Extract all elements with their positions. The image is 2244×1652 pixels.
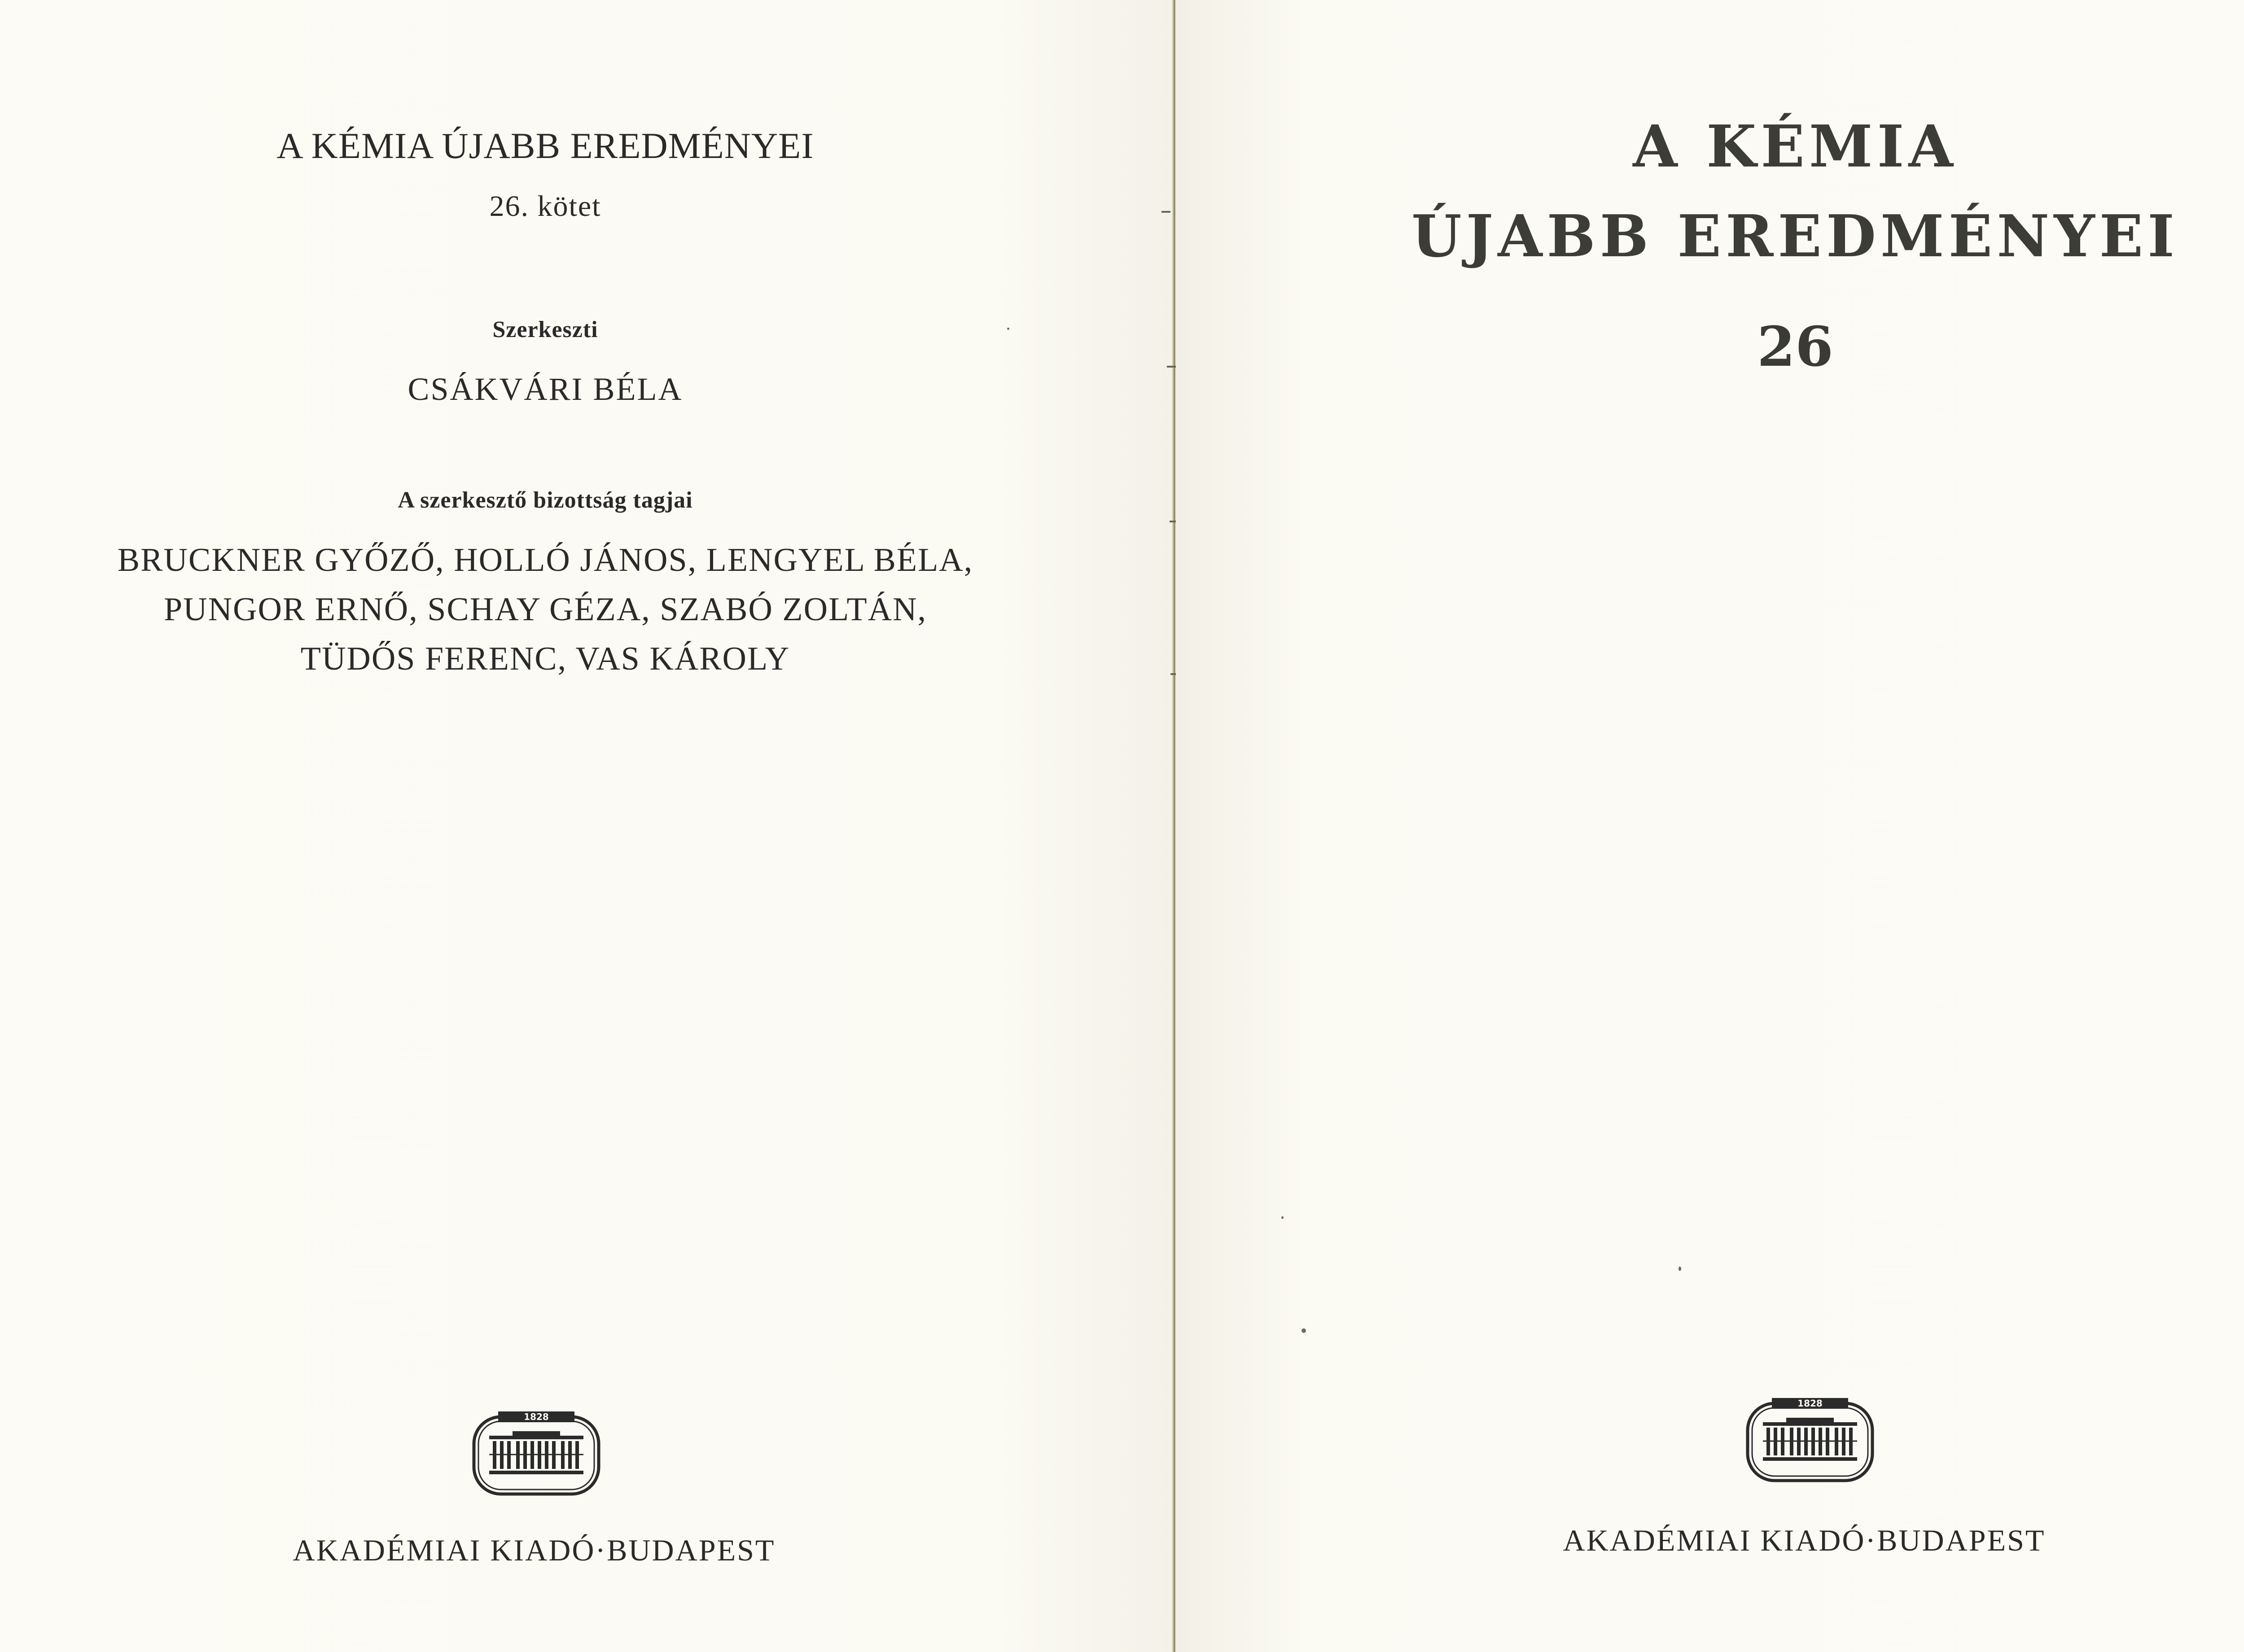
series-title: A KÉMIA ÚJABB EREDMÉNYEI <box>276 125 814 166</box>
paper-speck <box>1007 328 1009 330</box>
editorial-board-line: BRUCKNER GYŐZŐ, HOLLÓ JÁNOS, LENGYEL BÉLA, <box>117 542 973 578</box>
paper-speck <box>1679 1266 1681 1271</box>
publisher-imprint: AKADÉMIAI KIADÓ·BUDAPEST <box>293 1533 776 1567</box>
volume-label: 26. kötet <box>489 190 601 223</box>
book-title-line: ÚJABB EREDMÉNYEI <box>1411 203 2179 270</box>
volume-number: 26 <box>1757 314 1833 379</box>
editor-label: Szerkeszti <box>492 317 598 342</box>
binding-line <box>1174 0 1175 1652</box>
publisher-building-logo-icon <box>1745 1394 1875 1484</box>
paper-speck <box>1302 1328 1306 1333</box>
logo-year: 1828 <box>524 1411 549 1422</box>
editorial-board-label: A szerkesztő bizottság tagjai <box>398 487 693 513</box>
publisher-imprint: AKADÉMIAI KIADÓ·BUDAPEST <box>1563 1523 2046 1557</box>
editorial-board-line: TÜDŐS FERENC, VAS KÁROLY <box>300 640 790 677</box>
editorial-board-line: PUNGOR ERNŐ, SCHAY GÉZA, SZABÓ ZOLTÁN, <box>163 591 927 628</box>
binding-stitch <box>1161 211 1170 213</box>
publisher-building-logo-icon <box>471 1408 601 1498</box>
logo-year: 1828 <box>1797 1398 1823 1409</box>
binding-stitch <box>1167 366 1176 368</box>
editor-name: CSÁKVÁRI BÉLA <box>408 371 683 407</box>
paper-speck <box>1281 1216 1284 1219</box>
book-title-line: A KÉMIA <box>1633 113 1958 180</box>
